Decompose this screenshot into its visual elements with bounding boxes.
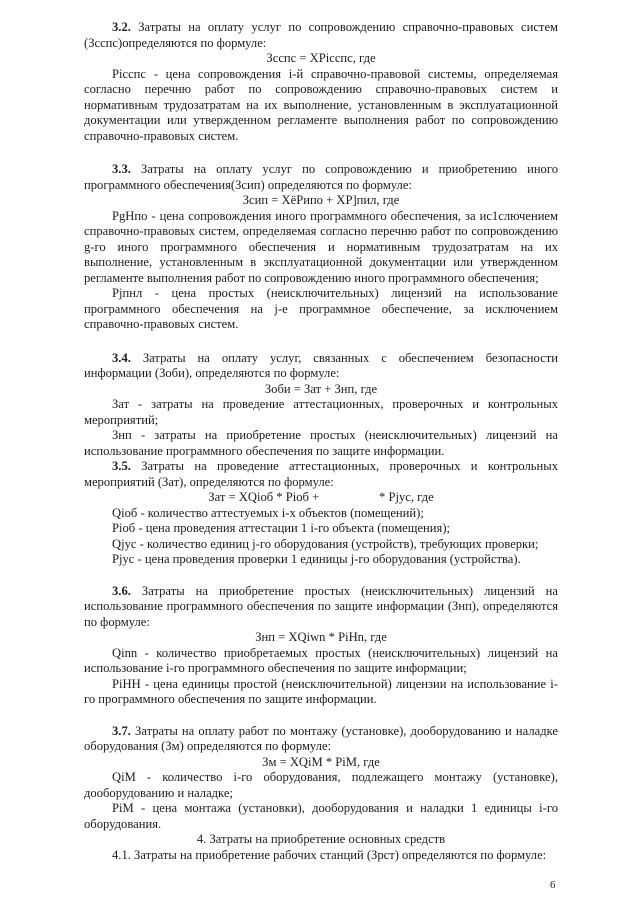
section-text: Затраты на оплату услуг, связанных с обеспечением безопасности информации (Зоби), определяются по формуле: <box>84 350 558 380</box>
section-text: Затраты на оплату услуг по сопровождению и приобретению иного программного обеспечения(Зсип) определяются по формуле: <box>84 162 558 192</box>
definition: Знп - затраты на приобретение простых (неисключительных) лицензий на использование программного обеспечения по защите информации. <box>84 428 558 458</box>
definition: PiM - цена монтажа (установки), дооборудования и наладки 1 единицы i-го оборудования. <box>84 801 558 831</box>
section-number: 3.7. <box>112 723 131 738</box>
definition: PiHH - цена единицы простой (неисключительной) лицензии на использование i- го программного обеспечения по защите информации. <box>84 676 558 706</box>
section-number: 3.4. <box>112 350 131 365</box>
section-3-3 <box>84 162 558 333</box>
definition: QiM - количество i-го оборудования, подлежащего монтажу (установке), дооборудованию и наладке; <box>84 770 558 800</box>
section-number: 3.6. <box>112 583 131 598</box>
formula: Зоби = Зат + Знп, где <box>264 381 378 396</box>
section-3-2 <box>84 20 558 144</box>
document-page <box>84 20 558 863</box>
definition: Piоб - цена проведения аттестации 1 i-го объекта (помещения); <box>112 521 451 535</box>
paragraph-4-1: 4.1. Затраты на приобретение рабочих станций (Зрст) определяются по формуле: <box>112 847 547 862</box>
section-3-7 <box>84 724 558 833</box>
section-number: 3.5. <box>112 459 131 473</box>
formula: Зсип = ХёРипо + ХР]пил, где <box>242 193 400 207</box>
definition: Piсспс - цена сопровождения i-й справочно-правовой системы, определяемая согласно перечню работ по сопровождению справочно-правовых систем и нормативным трудозатратам на их выполнение, установленным в эксплуатационной документации или утвержденном регламенте выполнения работ по сопровождению справочно-правовых систем. <box>84 66 558 143</box>
definition: Pjпнл - цена простых (неисключительных) лицензий на использование программного обеспечения на j-е программное обеспечение, за исключением справочно-правовых систем. <box>84 286 558 331</box>
formula: Зат = XQioб * Piоб + * Pjус, где <box>208 490 434 504</box>
definition: Qjус - количество единиц j-го оборудования (устройств), требующих проверки; <box>112 536 539 551</box>
section-number: 3.2. <box>112 20 131 34</box>
formula: Знп = XQiwn * PiHn, где <box>255 630 387 644</box>
section-3-6 <box>84 584 558 708</box>
section-number: 3.3. <box>112 162 131 176</box>
section-text: Затраты на приобретение простых (неисключительных) лицензий на использование программного обеспечения по защите информации (Знп), определяются по формуле: <box>84 583 559 629</box>
definition: Pjус - цена проведения проверки 1 единицы j-го оборудования (устройства). <box>112 552 521 566</box>
section-heading-4: 4. Затраты на приобретение основных средств <box>196 832 446 846</box>
section-3-5 <box>84 459 558 568</box>
definition: Зат - затраты на проведение аттестационных, проверочных и контрольных мероприятий; <box>84 397 558 427</box>
section-text: Затраты на оплату работ по монтажу (установке), дооборудованию и наладке оборудования (Зм) определяются по формуле: <box>84 723 558 753</box>
definition: PgНпо - цена сопровождения иного программного обеспечения, за ис1слючением справочно-правовых систем, определяемая согласно перечню работ по сопровождению g-го иного программного обеспечения и нормативным трудозатратам на их выполнение, установленным в эксплуатационной документации или утвержденном регламенте выполнения работ по сопровождению иного программного обеспечения; <box>84 208 558 285</box>
definition: Qinn - количество приобретаемых простых (неисключительных) лицензий на использование i-го программного обеспечения по защите информации; <box>84 645 558 675</box>
formula: Зм = XQiM * PiM, где <box>262 754 380 769</box>
definition: Qioб - количество аттестуемых i-х объектов (помещений); <box>112 505 424 520</box>
page-number: 6 <box>550 879 556 891</box>
formula: Зсспс = ХPiсспс, где <box>266 51 376 65</box>
section-text: Затраты на оплату услуг по сопровождению справочно-правовых систем (Зсспс)определяются по формуле: <box>84 20 558 50</box>
section-text: Затраты на проведение аттестационных, проверочных и контрольных мероприятий (Зат), определяются по формуле: <box>84 459 558 489</box>
section-3-4 <box>84 351 558 460</box>
